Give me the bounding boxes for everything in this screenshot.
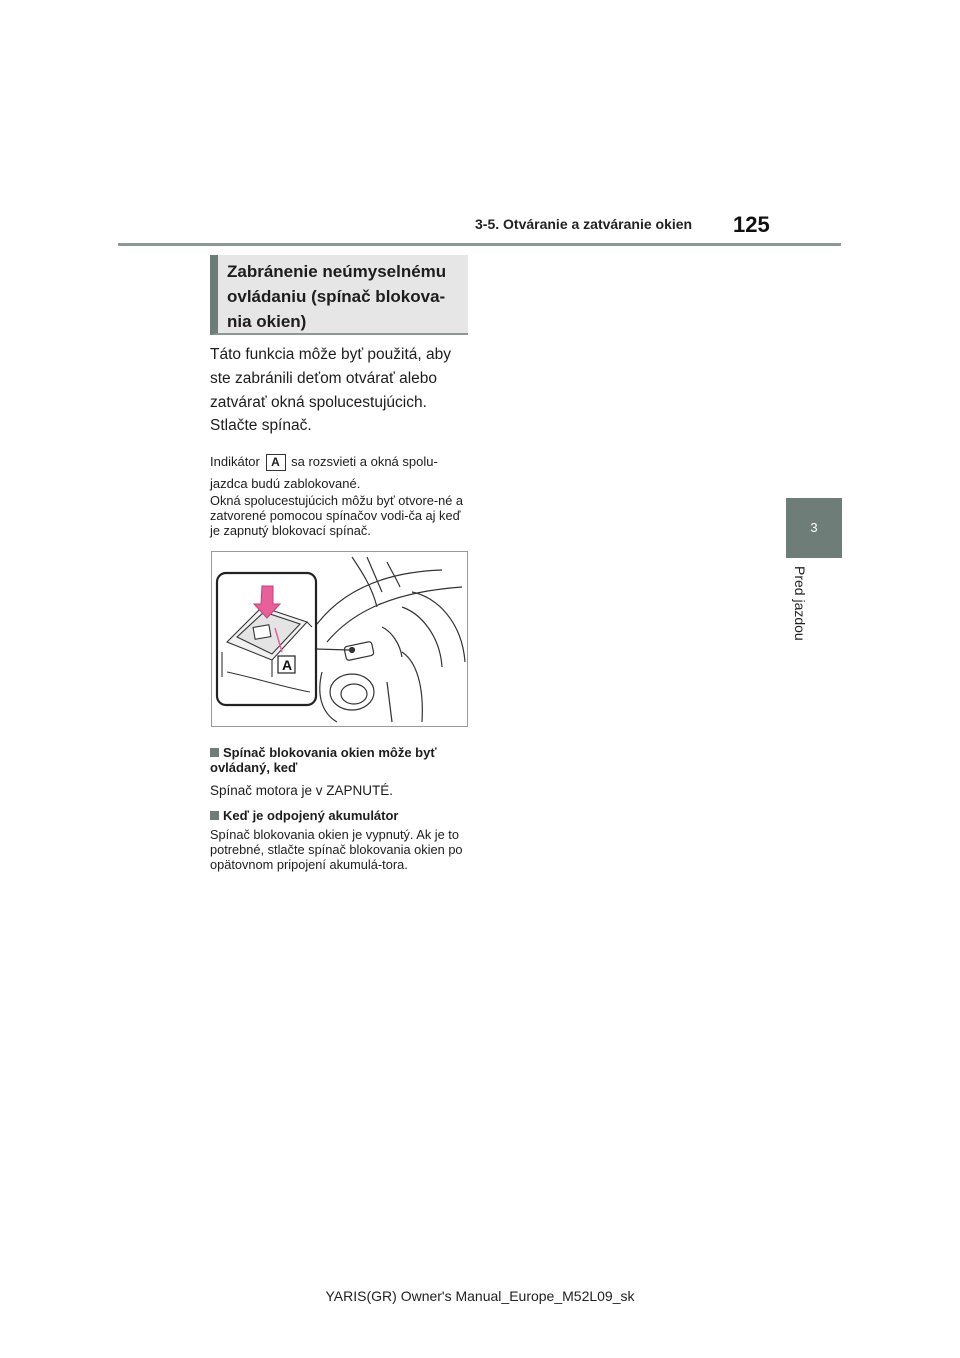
header-rule — [118, 243, 841, 246]
indicator-label-box: A — [266, 454, 286, 471]
bullet-1-title — [210, 745, 472, 775]
instruction-text: Stlačte spínač. — [210, 417, 312, 434]
bullet-1-title-text: Spínač blokovania okien môže byť ovládaný, keď — [210, 745, 437, 775]
bullet-square-icon — [210, 811, 219, 820]
section-title-box — [210, 255, 468, 335]
indicator-note-before: Indikátor — [210, 454, 260, 469]
chapter-side-label — [790, 566, 810, 656]
note-paragraph: Okná spolucestujúcich môžu byť otvore-né a zatvorené pomocou spínačov vodi-ča aj keď je zapnutý blokovací spínač. — [210, 493, 464, 538]
bullet-1-text: Spínač motora je v ZAPNUTÉ. — [210, 783, 394, 798]
bullet-square-icon — [210, 748, 219, 757]
window-lock-illustration — [212, 552, 467, 726]
header-section-title: 3-5. Otváranie a zatváranie okien — [475, 216, 693, 232]
callout-a-label: A — [282, 657, 293, 673]
bullet-2-title-text: Keď je odpojený akumulátor — [223, 808, 399, 823]
section-title: Zabránenie neúmyselnému ovládaniu (spínač blokova-nia okien) — [227, 262, 447, 331]
chapter-title: Pred jazdou — [792, 566, 808, 641]
indicator-note — [210, 451, 472, 495]
bullet-2-title — [210, 808, 472, 823]
chapter-tab: 3 — [786, 498, 842, 558]
indicator-note-after: sa rozsvieti a okná spolu-jazdca budú zablokované. — [210, 454, 438, 491]
window-lock-figure — [211, 551, 468, 727]
intro-paragraph: Táto funkcia môže byť použitá, aby ste zabránili deťom otvárať alebo zatvárať okná spolucestujúcich. — [210, 346, 452, 411]
page-number: 125 — [733, 212, 770, 237]
bullet-2-text: Spínač blokovania okien je vypnutý. Ak je to potrebné, stlačte spínač blokovania okien po opätovnom pripojení akumulá-tora. — [210, 827, 463, 872]
footer: YARIS(GR) Owner's Manual_Europe_M52L09_sk — [325, 1288, 635, 1304]
